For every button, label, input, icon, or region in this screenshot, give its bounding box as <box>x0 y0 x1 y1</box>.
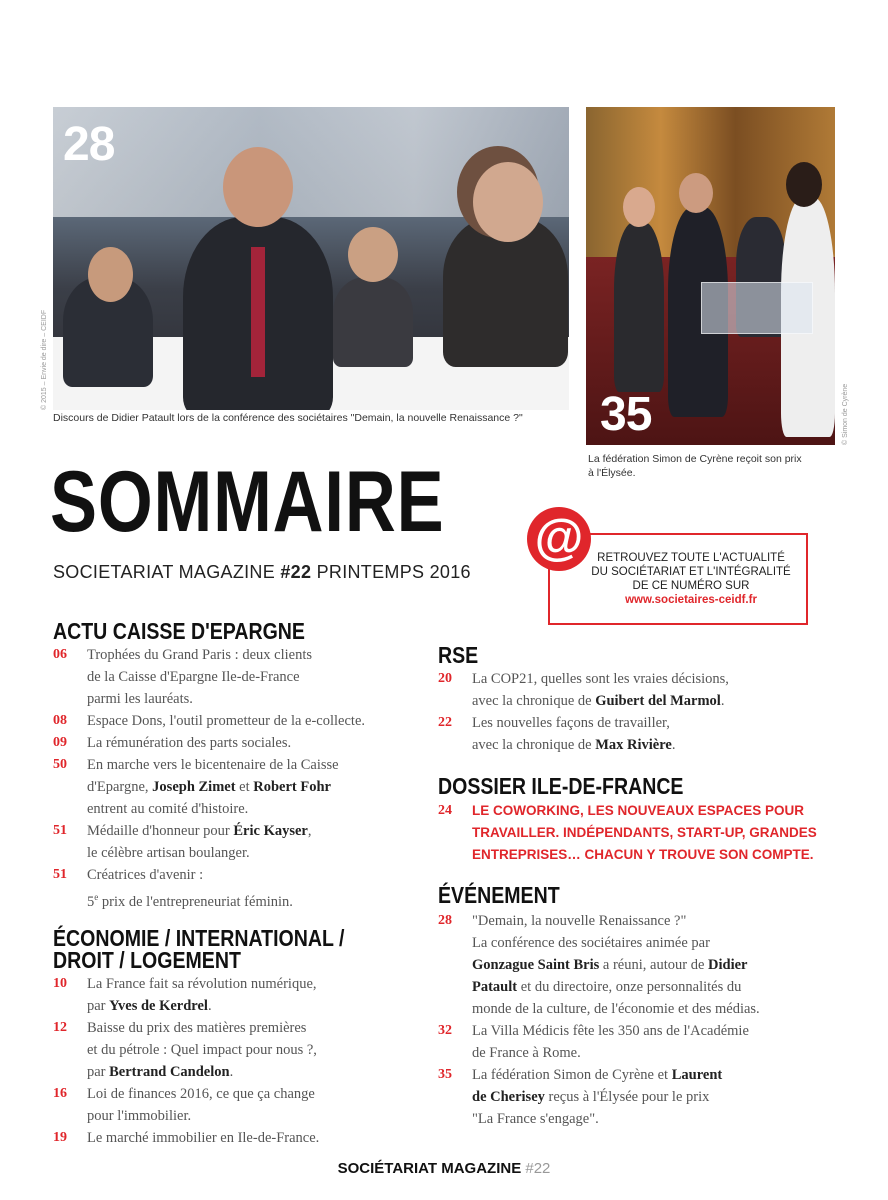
photo-credit-2: © Simon de Cyrène <box>842 383 849 445</box>
website-line: DE CE NUMÉRO SUR <box>632 580 750 592</box>
entry-person: Éric Kayser <box>233 823 308 839</box>
entry-superscript: e <box>94 892 99 902</box>
entry-page: 50 <box>53 757 67 772</box>
page-footer <box>0 1160 888 1177</box>
entry-line: La Villa Médicis fête les 350 ans de l'Académie <box>472 1023 749 1039</box>
entry-person: Patault <box>472 979 518 995</box>
woman-left <box>614 222 664 392</box>
entry-line: Loi de finances 2016, ce que ça change <box>87 1086 315 1102</box>
entry-text <box>87 1083 315 1127</box>
entry-text <box>87 754 339 820</box>
entry-line: Créatrices d'avenir : <box>87 867 204 883</box>
entry-text: La rémunération des parts sociales. <box>87 735 292 751</box>
entry-person: Guibert del Marmol <box>595 693 721 709</box>
photo-credit-1: © 2015 – Envie de dire – CEIDF <box>41 309 48 410</box>
photo-caption-2 <box>588 452 838 480</box>
entry-page: 51 <box>53 823 67 838</box>
man-center-head <box>679 173 713 213</box>
entry-page: 06 <box>53 647 67 662</box>
entry-page: 32 <box>438 1023 452 1038</box>
entry-person: Didier <box>708 957 748 973</box>
speaker-head <box>223 147 293 227</box>
entry-person: Robert Fohr <box>253 779 331 795</box>
entry-text: Le marché immobilier en Ile-de-France. <box>87 1130 320 1146</box>
entry-page: 22 <box>438 715 452 730</box>
website-line: RETROUVEZ TOUTE L'ACTUALITÉ <box>597 552 785 564</box>
woman-left-head <box>623 187 655 227</box>
entry-line: "Demain, la nouvelle Renaissance ?" <box>472 913 687 929</box>
entry-person: Gonzague Saint Bris <box>472 957 600 973</box>
page-number-35: 35 <box>600 388 652 441</box>
entry-fragment: La fédération Simon de Cyrène et <box>472 1067 672 1083</box>
page-subtitle <box>53 562 471 583</box>
entry-line: Baisse du prix des matières premières <box>87 1020 307 1036</box>
entry-fragment: par <box>87 1064 110 1080</box>
section-title-dossier: DOSSIER ILE-DE-FRANCE <box>438 773 684 799</box>
entry-text <box>87 864 293 913</box>
entry-fragment: avec la chronique de <box>472 693 596 709</box>
website-text <box>586 551 796 607</box>
entry-line: La conférence des sociétaires animée par <box>472 935 710 951</box>
entry-line <box>87 886 293 913</box>
page-title: SOMMAIRE <box>50 454 445 550</box>
entry-line <box>87 820 312 842</box>
entry-fragment: a réuni, autour de <box>599 957 709 973</box>
entry-line: La France fait sa révolution numérique, <box>87 976 317 992</box>
entry-line: Trophées du Grand Paris : deux clients <box>87 647 312 663</box>
entry-fragment: et du directoire, onze personnalités du <box>517 979 742 995</box>
woman-right-head <box>786 162 822 207</box>
entry-line <box>472 1064 722 1086</box>
entry-fragment: prix de l'entrepreneuriat féminin. <box>98 893 293 910</box>
person-center-head <box>348 227 398 282</box>
entry-fragment: par <box>87 998 110 1014</box>
entry-fragment: Médaille d'honneur pour <box>87 823 234 839</box>
entry-person: Laurent <box>671 1067 723 1083</box>
entry-text: Espace Dons, l'outil prometteur de la e-collecte. <box>87 713 366 729</box>
entry-page: 12 <box>53 1020 67 1035</box>
entry-person: de Cherisey <box>472 1089 545 1105</box>
entry-line: "La France s'engage". <box>472 1111 599 1127</box>
entry-page: 10 <box>53 976 67 991</box>
entry-fragment: et <box>235 779 254 795</box>
entry-line: En marche vers le bicentenaire de la Caisse <box>87 757 339 773</box>
person-left-head <box>88 247 133 302</box>
entry-line <box>87 776 339 798</box>
at-icon: @ <box>527 507 591 571</box>
entry-text <box>87 644 312 710</box>
entry-text <box>472 1064 722 1130</box>
entry-page: 08 <box>53 713 67 728</box>
caption-line: à l'Élysée. <box>588 467 636 479</box>
entry-line: Les nouvelles façons de travailler, <box>472 715 670 731</box>
entry-page: 24 <box>438 803 452 818</box>
section-title-rse: RSE <box>438 642 479 668</box>
photo-caption-1: Discours de Didier Patault lors de la conférence des sociétaires "Demain, la nouvelle Renaissance ?" <box>53 412 523 424</box>
entry-text <box>472 910 760 1020</box>
entry-fragment: reçus à l'Élysée pour le prix <box>544 1089 710 1105</box>
section-title-eco <box>53 927 344 971</box>
entry-person: Bertrand Candelon <box>109 1064 230 1080</box>
issue-season: PRINTEMPS 2016 <box>316 562 471 582</box>
entry-person: Yves de Kerdrel <box>109 998 208 1014</box>
entry-line: de France à Rome. <box>472 1045 581 1061</box>
entry-person: Max Rivière <box>595 737 672 753</box>
entry-fragment: . <box>671 737 676 753</box>
caption-line: La fédération Simon de Cyrène reçoit son prix <box>588 453 802 465</box>
photo-conference <box>53 107 569 410</box>
entry-text <box>472 1020 749 1064</box>
entry-text <box>87 1017 317 1083</box>
glass-trophies <box>701 282 813 334</box>
entry-line: monde de la culture, de l'économie et des médias. <box>472 1001 760 1017</box>
entry-text <box>472 800 817 866</box>
entry-line: et du pétrole : Quel impact pour nous ?, <box>87 1042 317 1058</box>
entry-line: TRAVAILLER. INDÉPENDANTS, START-UP, GRANDES <box>472 825 817 840</box>
photo-award <box>586 107 835 445</box>
entry-line: entrent au comité d'histoire. <box>87 801 249 817</box>
entry-line <box>472 976 760 998</box>
page-number-28: 28 <box>63 118 115 171</box>
entry-line <box>472 954 760 976</box>
entry-line <box>472 690 729 712</box>
speaker-tie <box>251 247 265 377</box>
entry-line: La COP21, quelles sont les vraies décisions, <box>472 671 729 687</box>
entry-line <box>87 995 317 1017</box>
entry-page: 35 <box>438 1067 452 1082</box>
entry-fragment: d'Epargne, <box>87 779 153 795</box>
entry-line: parmi les lauréats. <box>87 691 193 707</box>
person-center <box>333 277 413 367</box>
website-link[interactable]: www.societaires-ceidf.fr <box>625 594 757 606</box>
entry-line <box>87 1061 317 1083</box>
entry-line: ENTREPRISES… CHACUN Y TROUVE SON COMPTE. <box>472 847 814 862</box>
website-line: DU SOCIÉTARIAT ET L'INTÉGRALITÉ <box>591 566 791 578</box>
entry-text <box>472 712 675 756</box>
entry-line: le célèbre artisan boulanger. <box>87 845 250 861</box>
entry-fragment: . <box>720 693 725 709</box>
section-title-line: ÉCONOMIE / INTERNATIONAL / <box>53 925 345 951</box>
footer-label: SOCIÉTARIAT MAGAZINE <box>337 1160 522 1177</box>
entry-person: Joseph Zimet <box>152 779 236 795</box>
entry-fragment: 5 <box>87 893 95 910</box>
entry-fragment: avec la chronique de <box>472 737 596 753</box>
entry-line: de la Caisse d'Epargne Ile-de-France <box>87 669 300 685</box>
section-title-actu: ACTU CAISSE D'EPARGNE <box>53 618 305 644</box>
issue-number: #22 <box>280 562 312 582</box>
entry-page: 16 <box>53 1086 67 1101</box>
entry-line <box>472 734 675 756</box>
person-right-head <box>473 162 543 242</box>
entry-line: LE COWORKING, LES NOUVEAUX ESPACES POUR <box>472 803 805 818</box>
entry-line: pour l'immobilier. <box>87 1108 192 1124</box>
entry-page: 28 <box>438 913 452 928</box>
entry-page: 20 <box>438 671 452 686</box>
entry-text <box>472 668 729 712</box>
entry-text <box>87 973 317 1017</box>
entry-page: 09 <box>53 735 67 750</box>
entry-fragment: , <box>307 823 312 839</box>
footer-issue: #22 <box>525 1160 551 1177</box>
entry-fragment: . <box>207 998 212 1014</box>
section-title-evenement: ÉVÉNEMENT <box>438 882 560 908</box>
entry-text <box>87 820 312 864</box>
entry-page: 19 <box>53 1130 67 1145</box>
entry-line <box>472 1086 722 1108</box>
entry-fragment: . <box>229 1064 234 1080</box>
entry-page: 51 <box>53 867 67 882</box>
section-title-line: DROIT / LOGEMENT <box>53 947 241 973</box>
magazine-name: SOCIETARIAT MAGAZINE <box>53 562 276 582</box>
